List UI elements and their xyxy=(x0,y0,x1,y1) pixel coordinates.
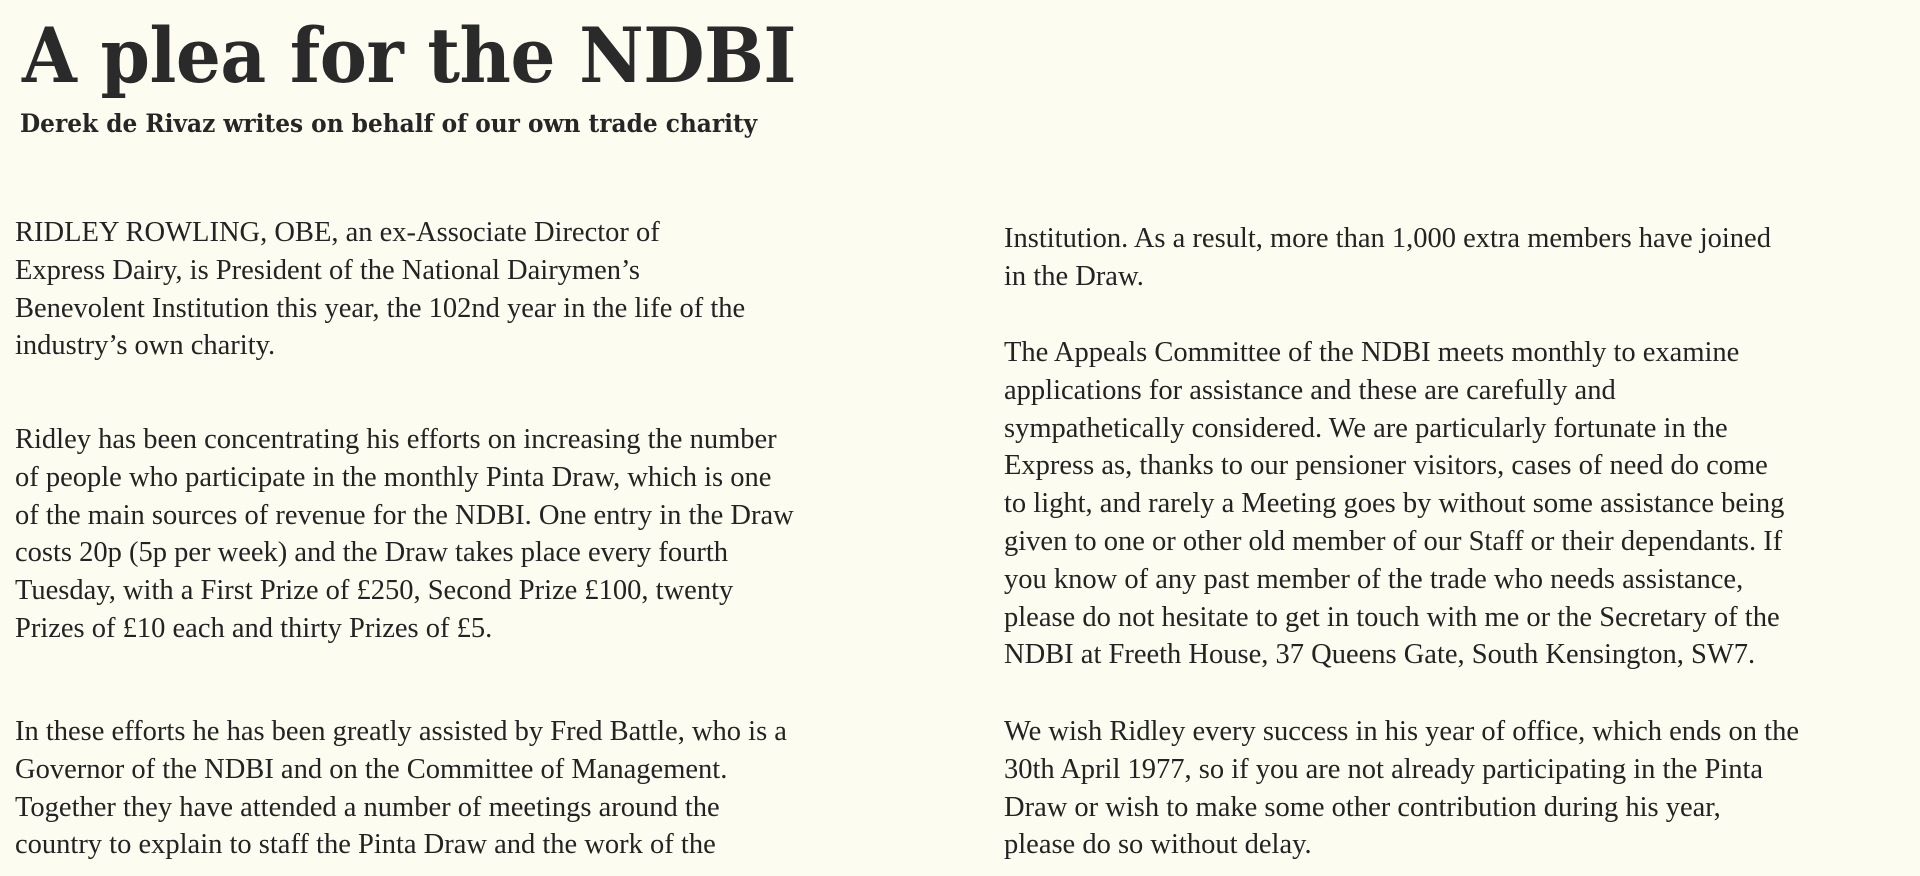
text-line: please do not hesitate to get in touch with me or the Secretary of the xyxy=(1004,601,1780,633)
text-line: given to one or other old member of our Staff or their dependants. If xyxy=(1004,525,1783,557)
text-line: you know of any past member of the trade who needs assistance, xyxy=(1004,563,1744,595)
text-line: Express as, thanks to our pensioner visitors, cases of need do come xyxy=(1004,450,1768,482)
paragraph-left-1 xyxy=(15,214,745,365)
text-line: Prizes of £10 each and thirty Prizes of £5. xyxy=(15,612,493,644)
text-line: Draw or wish to make some other contribution during his year, xyxy=(1004,791,1721,823)
text-line: 30th April 1977, so if you are not already participating in the Pinta xyxy=(1004,753,1764,785)
paragraph-right-2 xyxy=(1004,334,1784,674)
text-line: to light, and rarely a Meeting goes by without some assistance being xyxy=(1004,488,1785,520)
text-line: RIDLEY ROWLING, OBE, an ex-Associate Director of xyxy=(15,217,660,248)
text-line: We wish Ridley every success in his year of office, which ends on the xyxy=(1004,716,1799,747)
text-line: of people who participate in the monthly Pinta Draw, which is one xyxy=(15,461,772,493)
text-line: of the main sources of revenue for the NDBI. One entry in the Draw xyxy=(15,499,794,531)
text-line: Benevolent Institution this year, the 102nd year in the life of the xyxy=(15,292,746,324)
paragraph-right-3 xyxy=(1004,713,1799,864)
paragraph-left-3 xyxy=(15,713,787,864)
text-line: Institution. As a result, more than 1,000 extra members have joined xyxy=(1004,223,1771,254)
text-line: industry’s own charity. xyxy=(15,330,276,362)
article-title: A plea for the NDBI xyxy=(22,11,796,100)
text-line: Ridley has been concentrating his efforts on increasing the number xyxy=(15,424,777,455)
text-line: applications for assistance and these are carefully and xyxy=(1004,374,1616,406)
paragraph-left-2 xyxy=(15,421,794,648)
text-line: Governor of the NDBI and on the Committee of Management. xyxy=(15,753,728,785)
text-line: The Appeals Committee of the NDBI meets monthly to examine xyxy=(1004,337,1740,368)
paragraph-right-1 xyxy=(1004,220,1771,296)
text-line: NDBI at Freeth House, 37 Queens Gate, South Kensington, SW7. xyxy=(1004,639,1756,671)
text-line: sympathetically considered. We are particularly fortunate in the xyxy=(1004,412,1728,444)
text-line: Tuesday, with a First Prize of £250, Second Prize £100, twenty xyxy=(15,575,734,607)
article-subtitle: Derek de Rivaz writes on behalf of our own trade charity xyxy=(20,109,758,138)
text-line: country to explain to staff the Pinta Draw and the work of the xyxy=(15,829,716,861)
text-line: please do so without delay. xyxy=(1004,829,1312,861)
text-line: in the Draw. xyxy=(1004,260,1144,292)
text-line: In these efforts he has been greatly assisted by Fred Battle, who is a xyxy=(15,716,787,747)
text-line: Together they have attended a number of meetings around the xyxy=(15,791,720,823)
text-line: Express Dairy, is President of the National Dairymen’s xyxy=(15,254,641,286)
text-line: costs 20p (5p per week) and the Draw takes place every fourth xyxy=(15,537,729,569)
